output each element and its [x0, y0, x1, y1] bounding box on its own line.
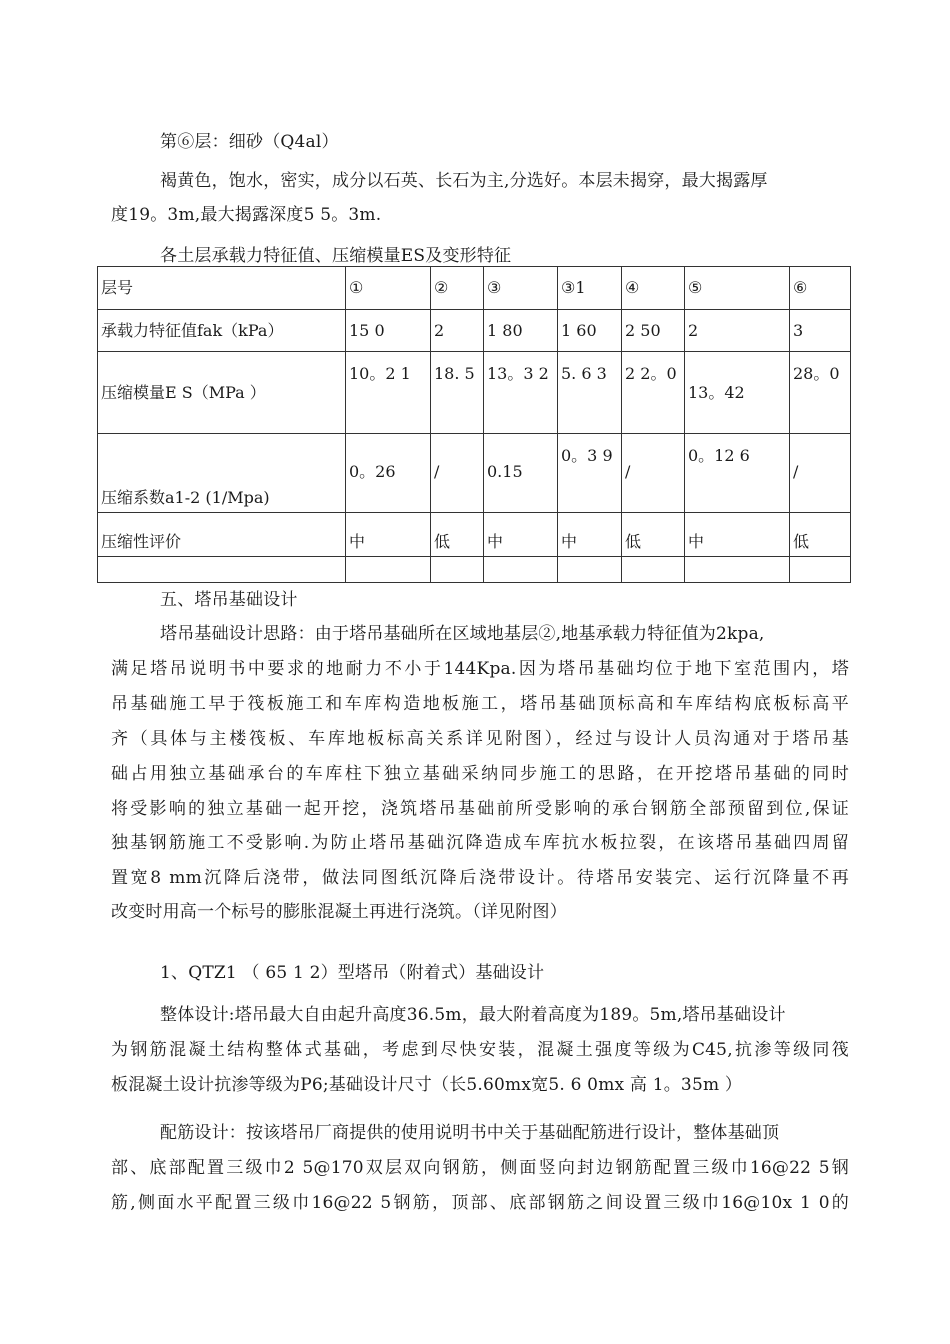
table-cell: [346, 557, 431, 583]
table-row: [98, 513, 851, 557]
table-caption: 各土层承载力特征值、压缩模量ES及变形特征: [160, 246, 512, 266]
table-cell: 1 60: [558, 310, 622, 352]
table-cell: 3: [790, 310, 851, 352]
table-cell: 0。26: [346, 434, 431, 513]
section5-para-line: 满足塔吊说明书中要求的地耐力不小于144Kpa.因为塔吊基础均位于地下室范围内，塔: [111, 659, 849, 679]
table-cell: 13。3 2: [484, 352, 558, 434]
section5-para-line: 改变时用高一个标号的膨胀混凝土再进行浇筑。（详见附图）: [111, 902, 567, 922]
section5-heading: 五、塔吊基础设计: [160, 590, 298, 610]
section5-para-line: 吊基础施工早于筏板施工和车库构造地板施工，塔吊基础顶标高和车库结构底板标高平: [111, 694, 849, 714]
table-cell: 2 50: [622, 310, 685, 352]
table-cell: /: [431, 434, 484, 513]
section5-para-line: 置宽8 mm沉降后浇带，做法同图纸沉降后浇带设计。待塔吊安装完、运行沉降量不再: [111, 868, 849, 888]
overall-design-line: 整体设计:塔吊最大自由起升高度36.5m，最大附着高度为189。5m,塔吊基础设计: [160, 1005, 786, 1025]
table-cell: 5. 6 3: [558, 352, 622, 434]
subsection1-heading: 1、QTZ1 （ 65 1 2）型塔吊（附着式）基础设计: [160, 963, 545, 983]
table-cell: 0。3 9: [558, 434, 622, 513]
table-cell: 28。0: [790, 352, 851, 434]
table-header-cell: ③1: [558, 267, 622, 310]
table-row-label: 压缩模量E S（MPa ）: [98, 352, 346, 434]
table-header-row: [98, 267, 851, 310]
table-row-label: 压缩系数a1-2 (1/Mpa): [98, 434, 346, 513]
table-cell: 2: [431, 310, 484, 352]
table-cell: [790, 557, 851, 583]
soil-properties-table: [97, 266, 851, 583]
table-cell: 2: [685, 310, 790, 352]
table-cell: 10。2 1: [346, 352, 431, 434]
table-cell: [622, 557, 685, 583]
table-cell: 中: [685, 513, 790, 557]
table-cell: 18. 5: [431, 352, 484, 434]
table-header-cell: ④: [622, 267, 685, 310]
table-cell: 15 0: [346, 310, 431, 352]
table-cell: 中: [558, 513, 622, 557]
table-cell: /: [790, 434, 851, 513]
section5-para-line: 齐（具体与主楼筏板、车库地板标高关系详见附图），经过与设计人员沟通对于塔吊基: [111, 729, 849, 749]
overall-design-line: 为钢筋混凝土结构整体式基础，考虑到尽快安装，混凝土强度等级为C45,抗渗等级同筏: [111, 1040, 849, 1060]
table-header-cell: ⑤: [685, 267, 790, 310]
table-cell: [685, 557, 790, 583]
table-header-cell: ③: [484, 267, 558, 310]
section5-para-line: 塔吊基础设计思路：由于塔吊基础所在区域地基层②,地基承载力特征值为2kpa,: [160, 624, 765, 644]
overall-design-line: 板混凝土设计抗渗等级为P6;基础设计尺寸（长5.60mx宽5. 6 0mx 高 1。35m ）: [111, 1075, 743, 1095]
layer6-desc-line: 度19。3m,最大揭露深度5 5。3m.: [111, 205, 382, 225]
table-cell: 低: [431, 513, 484, 557]
table-row-label: 承载力特征值fak（kPa）: [98, 310, 346, 352]
table-cell: 低: [790, 513, 851, 557]
table-header-cell: ⑥: [790, 267, 851, 310]
layer6-desc-line: 褐黄色，饱水，密实，成分以石英、长石为主,分选好。本层未揭穿，最大揭露厚: [160, 171, 768, 191]
table-row: [98, 557, 851, 583]
table-cell: 13。42: [685, 352, 790, 434]
table-row: [98, 352, 851, 434]
section5-para-line: 将受影响的独立基础一起开挖，浇筑塔吊基础前所受影响的承台钢筋全部预留到位,保证: [111, 799, 849, 819]
table-cell: 中: [484, 513, 558, 557]
section5-para-line: 础占用独立基础承台的车库柱下独立基础采纳同步施工的思路，在开挖塔吊基础的同时: [111, 764, 849, 784]
table-row-label: 压缩性评价: [98, 513, 346, 557]
table-cell: 0。12 6: [685, 434, 790, 513]
table-cell: [558, 557, 622, 583]
layer6-heading: 第⑥层：细砂（Q4al）: [160, 132, 339, 152]
table-cell: 2 2。0: [622, 352, 685, 434]
table-cell: [484, 557, 558, 583]
table-header-cell: 层号: [98, 267, 346, 310]
table-cell: [431, 557, 484, 583]
table-cell: 1 80: [484, 310, 558, 352]
rebar-design-line: 部、底部配置三级巾2 5@170双层双向钢筋，侧面竖向封边钢筋配置三级巾16@22 5钢: [111, 1158, 849, 1178]
table-header-cell: ②: [431, 267, 484, 310]
table-header-cell: ①: [346, 267, 431, 310]
table-cell: 中: [346, 513, 431, 557]
table-row: [98, 434, 851, 513]
table-cell: 0.15: [484, 434, 558, 513]
table-row: [98, 310, 851, 352]
table-cell: 低: [622, 513, 685, 557]
table-row-label: [98, 557, 346, 583]
rebar-design-line: 配筋设计：按该塔吊厂商提供的使用说明书中关于基础配筋进行设计，整体基础顶: [160, 1123, 780, 1143]
rebar-design-line: 筋,侧面水平配置三级巾16@22 5钢筋，顶部、底部钢筋之间设置三级巾16@10x 1 0的: [111, 1193, 849, 1213]
table-cell: /: [622, 434, 685, 513]
section5-para-line: 独基钢筋施工不受影响.为防止塔吊基础沉降造成车库抗水板拉裂，在该塔吊基础四周留: [111, 833, 849, 853]
